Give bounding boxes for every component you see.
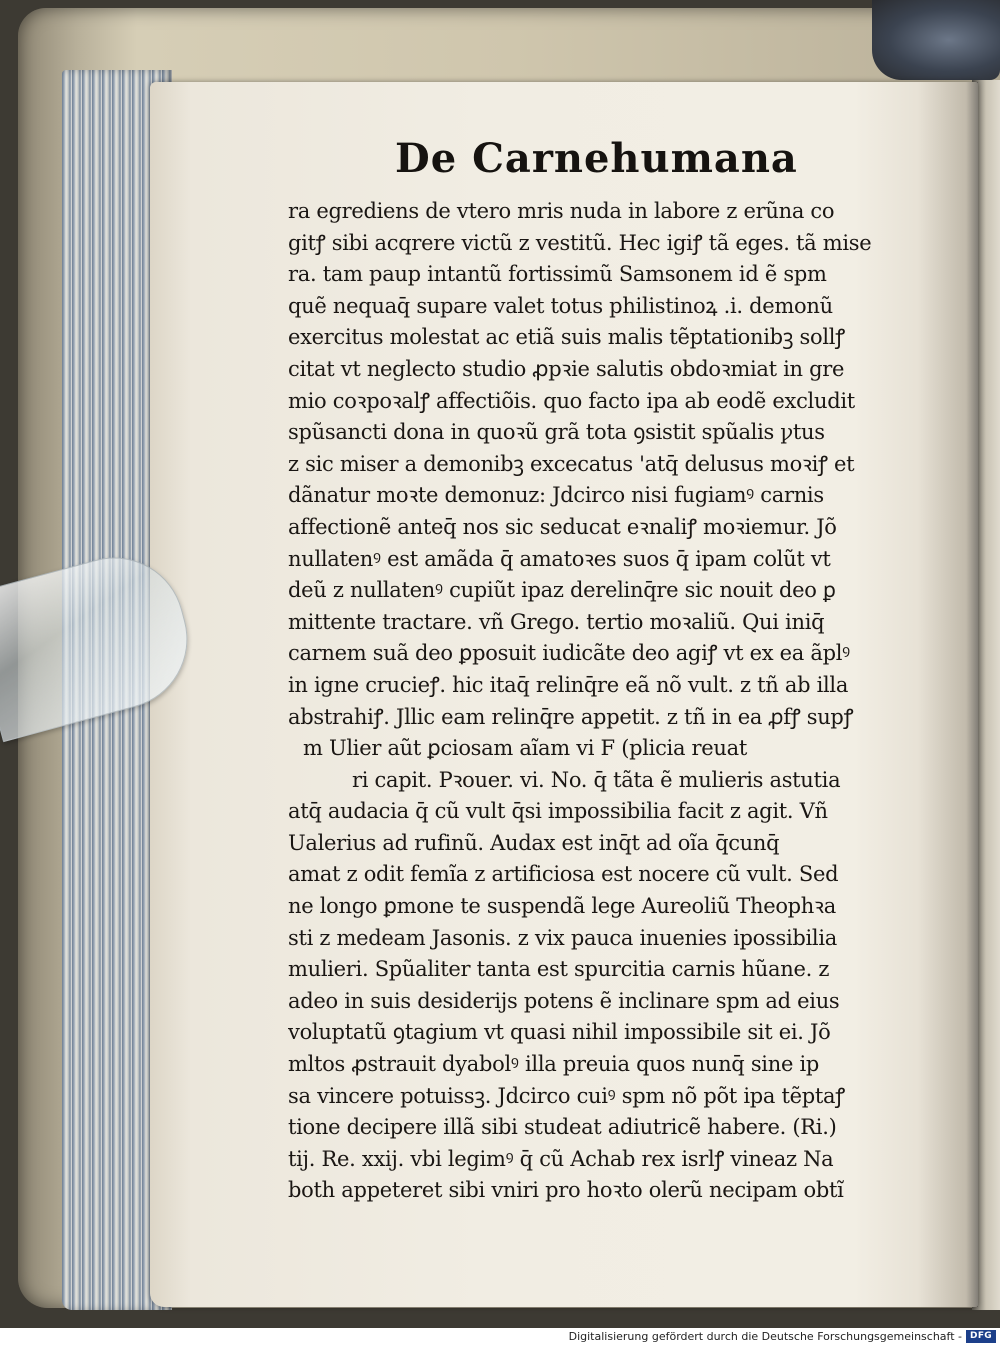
text-line: abstrahiꝭ. Jllic eam relinq̄re appetit. z tñ in ea ꝓfꝭ supꝭ: [288, 704, 854, 729]
text-line: carnem suã deo ꝑposuit iudicãte deo agiꝭ vt ex ea ãplꝰ: [288, 641, 850, 666]
text-line: mio coꝛpoꝛalꝭ affectiõis. quo facto ipa ab eodẽ excludit: [288, 388, 855, 413]
text-line: amat z odit femĩa z artificiosa est nocere cũ vult. Sed: [288, 862, 839, 887]
text-line: in igne crucieꝭ. hic itaq̄ relinq̄re eã nõ vult. z tñ ab illa: [288, 672, 849, 697]
text-line: ne longo ꝑmone te suspendã lege Aureoliũ Theophꝛa: [288, 894, 836, 919]
text-line: spũsancti dona in quoꝛũ grã tota ꝯsistit spũalis ꝩtus: [288, 420, 825, 445]
text-line: nullatenꝰ est amãda q̄ amatoꝛes suos q̄ ipam colũt vt: [288, 546, 831, 571]
page-body-text: [288, 196, 913, 1207]
text-line: ra. tam paup intantũ fortissimũ Samsonem id ẽ spm: [288, 262, 827, 287]
text-line-initial: m Ulier aũt ꝑciosam aĩam vi F (plicia reuat: [303, 736, 747, 761]
text-line: ri capit. Pꝛouer. vi. No. q̄ tãta ẽ mulieris astutia: [352, 767, 841, 792]
book-clasp: [872, 0, 1000, 80]
text-line: voluptatũ ꝯtagium vt quasi nihil impossibile sit ei. Jõ: [288, 1020, 831, 1045]
footer-bar: [0, 1328, 1000, 1346]
text-line: citat vt neglecto studio ꝓpꝛie salutis obdoꝛmiat in gre: [288, 356, 845, 381]
text-line: sa vincere potuissꝫ. Jdcirco cuiꝰ spm nõ põt ipa tẽptaꝭ: [288, 1083, 845, 1108]
text-line: ra egrediens de vtero mris nuda in labore z erũna co: [288, 199, 835, 223]
text-line: mltos ꝓstrauit dyabolꝰ illa preuia quos nunq̄ sine ip: [288, 1052, 820, 1077]
text-line: Ualerius ad rufinũ. Audax est inq̄t ad oĩa q̄cunq̄: [288, 830, 780, 855]
text-line: tij. Re. xxij. vbi legimꝰ q̄ cũ Achab rex isrlꝭ vineaz Na: [288, 1146, 834, 1171]
gutter-shadow: [918, 82, 978, 1307]
running-head: De Carnehumana: [395, 135, 798, 182]
text-line: deũ z nullatenꝰ cupiũt ipaz derelinq̄re sic nouit deo ꝑ: [288, 578, 836, 603]
text-line: affectionẽ anteq̄ nos sic seducat eꝛnaliꝭ moꝛiemur. Jõ: [288, 514, 837, 539]
dfg-logo: DFG: [966, 1330, 996, 1343]
text-line: exercitus molestat ac etiã suis malis tẽptationibꝫ sollꝭ: [288, 325, 845, 350]
funding-credit: Digitalisierung gefördert durch die Deutsche Forschungsgemeinschaft -: [568, 1330, 962, 1343]
text-line: mulieri. Spũaliter tanta est spurcitia carnis hũane. z: [288, 957, 830, 982]
text-line: dãnatur moꝛte demonuz: Jdcirco nisi fugiamꝰ carnis: [288, 483, 824, 508]
text-line: sti z medeam Jasonis. z vix pauca inuenies ipossibilia: [288, 925, 837, 950]
text-line: quẽ nequaq̄ supare valet totus philistinoꝝ .i. demonũ: [288, 293, 833, 318]
text-line: adeo in suis desiderijs potens ẽ inclinare spm ad eius: [288, 988, 840, 1013]
text-line: z sic miser a demonibꝫ excecatus 'atq̄ delusus moꝛiꝭ et: [288, 451, 855, 476]
text-line: tione decipere illã sibi studeat adiutricẽ habere. (Ri.): [288, 1115, 837, 1140]
text-line: gitꝭ sibi acqrere victũ z vestitũ. Hec igiꝭ tã eges. tã mise: [288, 230, 872, 255]
text-line: atq̄ audacia q̄ cũ vult q̄si impossibilia facit z agit. Vñ: [288, 799, 828, 824]
text-line: both appeteret sibi vniri pro hoꝛto olerũ necipam obtĩ: [288, 1178, 844, 1203]
text-line: mittente tractare. vñ Grego. tertio moꝛaliũ. Qui iniq̄: [288, 609, 825, 634]
